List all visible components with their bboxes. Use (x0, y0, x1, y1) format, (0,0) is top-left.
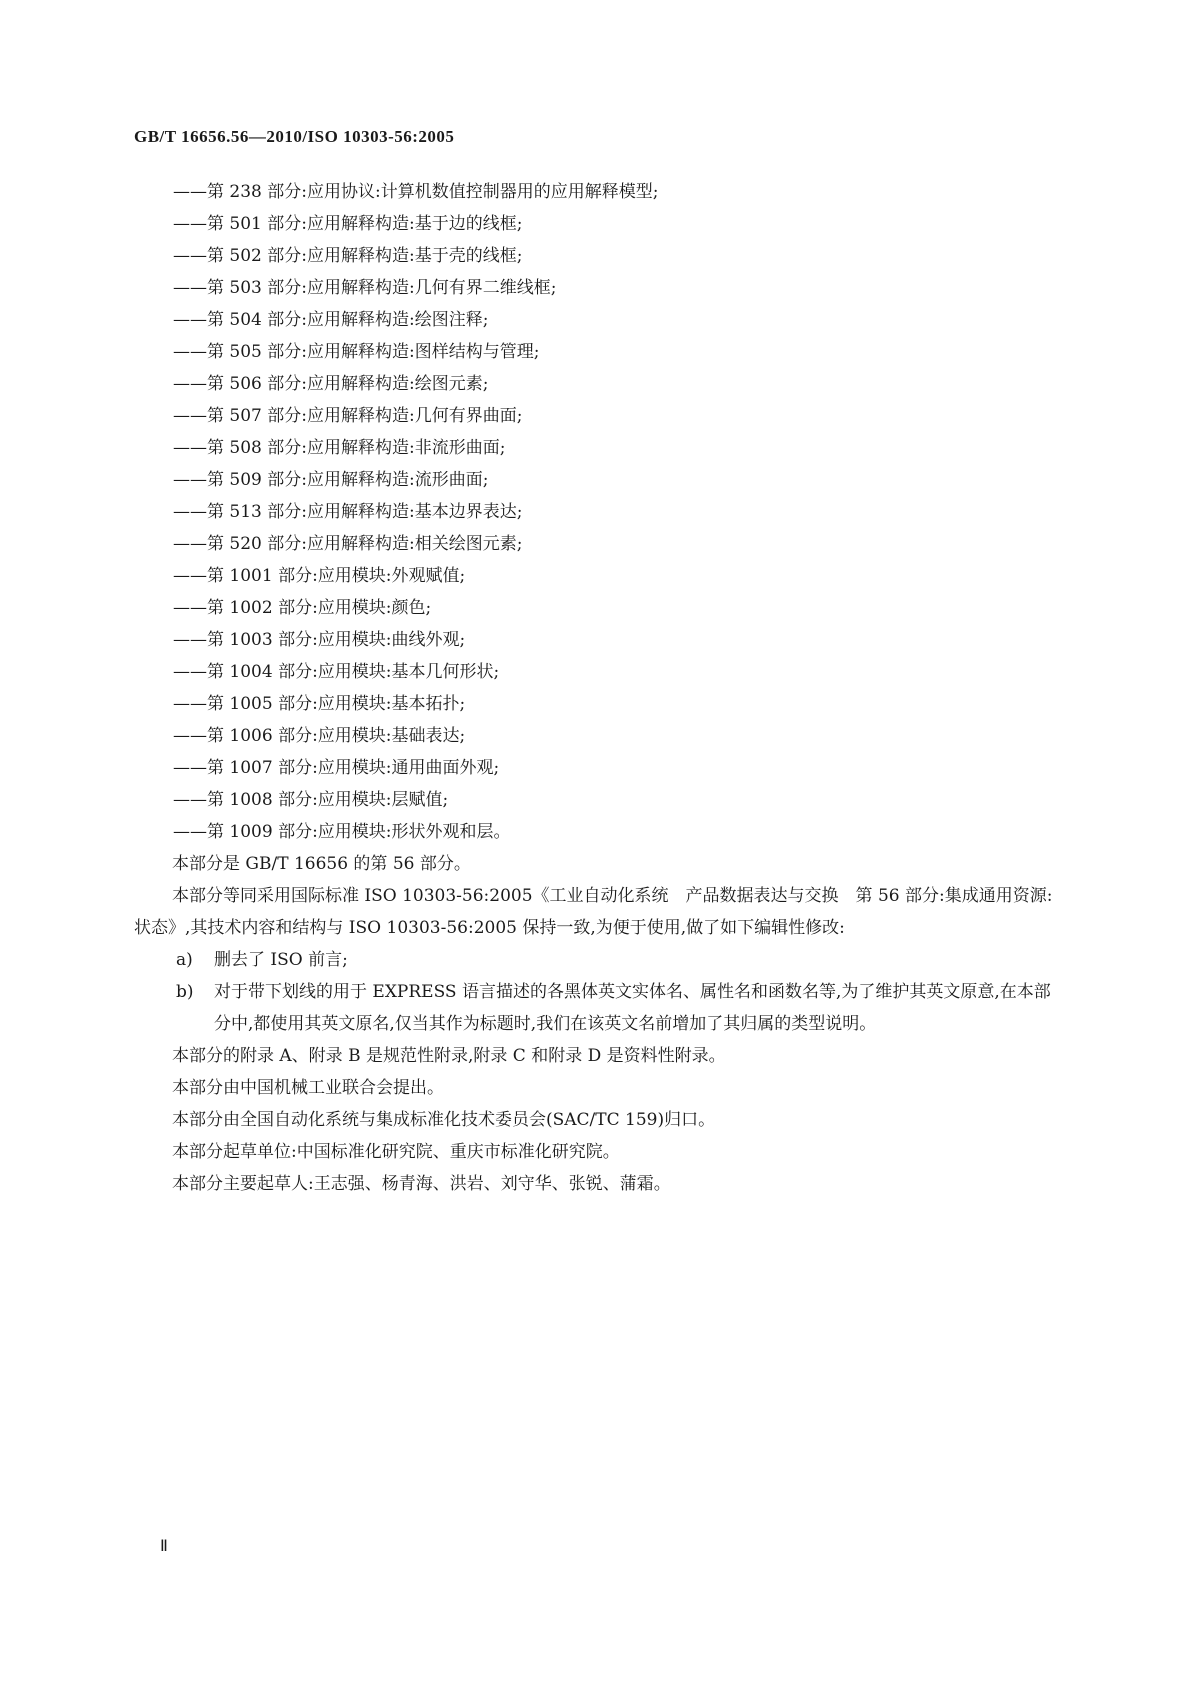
document-body (134, 848, 1066, 1200)
list-item-text: 第 1005 部分:应用模块:基本拓扑; (207, 694, 466, 714)
paragraph-adoption: 本部分等同采用国际标准 ISO 10303-56:2005《工业自动化系统 产品数据表达与交换 第 56 部分:集成通用资源:状态》,其技术内容和结构与 ISO 10303-56:2005 保持一致,为便于使用,做了如下编辑性修改: (134, 886, 1053, 938)
list-item-text: 第 1007 部分:应用模块:通用曲面外观; (207, 758, 500, 778)
list-item-text: 第 238 部分:应用协议:计算机数值控制器用的应用解释模型; (207, 182, 659, 202)
dash: —— (173, 278, 207, 298)
list-item (173, 752, 1073, 784)
list-item (173, 592, 1073, 624)
list-item-text: 第 502 部分:应用解释构造:基于壳的线框; (207, 246, 523, 266)
list-item-text: 第 506 部分:应用解释构造:绘图元素; (207, 374, 489, 394)
dash: —— (173, 758, 207, 778)
dash: —— (173, 502, 207, 522)
item-marker: b) (176, 982, 194, 1002)
list-item (173, 496, 1073, 528)
modification-text: 删去了 ISO 前言; (214, 950, 348, 970)
list-item (173, 528, 1073, 560)
list-item (173, 368, 1073, 400)
dash: —— (173, 182, 207, 202)
dash: —— (173, 790, 207, 810)
list-item-text: 第 509 部分:应用解释构造:流形曲面; (207, 470, 489, 490)
paragraph-annexes: 本部分的附录 A、附录 B 是规范性附录,附录 C 和附录 D 是资料性附录。 (172, 1046, 726, 1066)
list-item-text: 第 1001 部分:应用模块:外观赋值; (207, 566, 466, 586)
dash: —— (173, 342, 207, 362)
list-item (173, 656, 1073, 688)
paragraph-part-of: 本部分是 GB/T 16656 的第 56 部分。 (172, 854, 471, 874)
list-item (173, 432, 1073, 464)
list-item-text: 第 1006 部分:应用模块:基础表达; (207, 726, 466, 746)
list-item-text: 第 505 部分:应用解释构造:图样结构与管理; (207, 342, 540, 362)
list-item-text: 第 507 部分:应用解释构造:几何有界曲面; (207, 406, 523, 426)
page-number: Ⅱ (160, 1538, 168, 1555)
dash: —— (173, 534, 207, 554)
list-item (173, 240, 1073, 272)
modification-item-b (134, 976, 1066, 1040)
list-item (173, 688, 1073, 720)
list-item (173, 720, 1073, 752)
list-item-text: 第 1008 部分:应用模块:层赋值; (207, 790, 449, 810)
list-item-text: 第 1003 部分:应用模块:曲线外观; (207, 630, 466, 650)
dash: —— (173, 438, 207, 458)
list-item-text: 第 1009 部分:应用模块:形状外观和层。 (207, 822, 511, 842)
dash: —— (173, 822, 207, 842)
list-item (173, 464, 1073, 496)
list-item-text: 第 520 部分:应用解释构造:相关绘图元素; (207, 534, 523, 554)
list-item (173, 784, 1073, 816)
dash: —— (173, 630, 207, 650)
dash: —— (173, 566, 207, 586)
paragraph-centralized-by: 本部分由全国自动化系统与集成标准化技术委员会(SAC/TC 159)归口。 (172, 1110, 716, 1130)
dash: —— (173, 214, 207, 234)
list-item (173, 208, 1073, 240)
dash: —— (173, 662, 207, 682)
list-item (173, 304, 1073, 336)
list-item-text: 第 1004 部分:应用模块:基本几何形状; (207, 662, 500, 682)
list-item-text: 第 508 部分:应用解释构造:非流形曲面; (207, 438, 506, 458)
dash: —— (173, 470, 207, 490)
list-item (173, 272, 1073, 304)
document-header: GB/T 16656.56—2010/ISO 10303-56:2005 (134, 127, 455, 146)
list-item-text: 第 501 部分:应用解释构造:基于边的线框; (207, 214, 523, 234)
list-item (173, 560, 1073, 592)
dash: —— (173, 310, 207, 330)
list-item (173, 400, 1073, 432)
list-item (173, 816, 1073, 848)
dash: —— (173, 374, 207, 394)
list-item (173, 176, 1073, 208)
dash: —— (173, 726, 207, 746)
dash: —— (173, 694, 207, 714)
dash: —— (173, 246, 207, 266)
parts-list (173, 176, 1073, 848)
paragraph-drafting-units: 本部分起草单位:中国标准化研究院、重庆市标准化研究院。 (172, 1142, 620, 1162)
list-item-text: 第 503 部分:应用解释构造:几何有界二维线框; (207, 278, 557, 298)
item-marker: a) (176, 950, 193, 970)
list-item-text: 第 504 部分:应用解释构造:绘图注释; (207, 310, 489, 330)
modification-text: 对于带下划线的用于 EXPRESS 语言描述的各黑体英文实体名、属性名和函数名等,为了维护其英文原意,在本部分中,都使用其英文原名,仅当其作为标题时,我们在该英文名前增加了其归属的类型说明。 (214, 982, 1051, 1034)
paragraph-drafters: 本部分主要起草人:王志强、杨青海、洪岩、刘守华、张锐、蒲霜。 (172, 1174, 671, 1194)
list-item (173, 624, 1073, 656)
list-item-text: 第 1002 部分:应用模块:颜色; (207, 598, 432, 618)
list-item-text: 第 513 部分:应用解释构造:基本边界表达; (207, 502, 523, 522)
modification-item-a (134, 944, 1066, 976)
dash: —— (173, 406, 207, 426)
dash: —— (173, 598, 207, 618)
list-item (173, 336, 1073, 368)
paragraph-proposed-by: 本部分由中国机械工业联合会提出。 (172, 1078, 444, 1098)
